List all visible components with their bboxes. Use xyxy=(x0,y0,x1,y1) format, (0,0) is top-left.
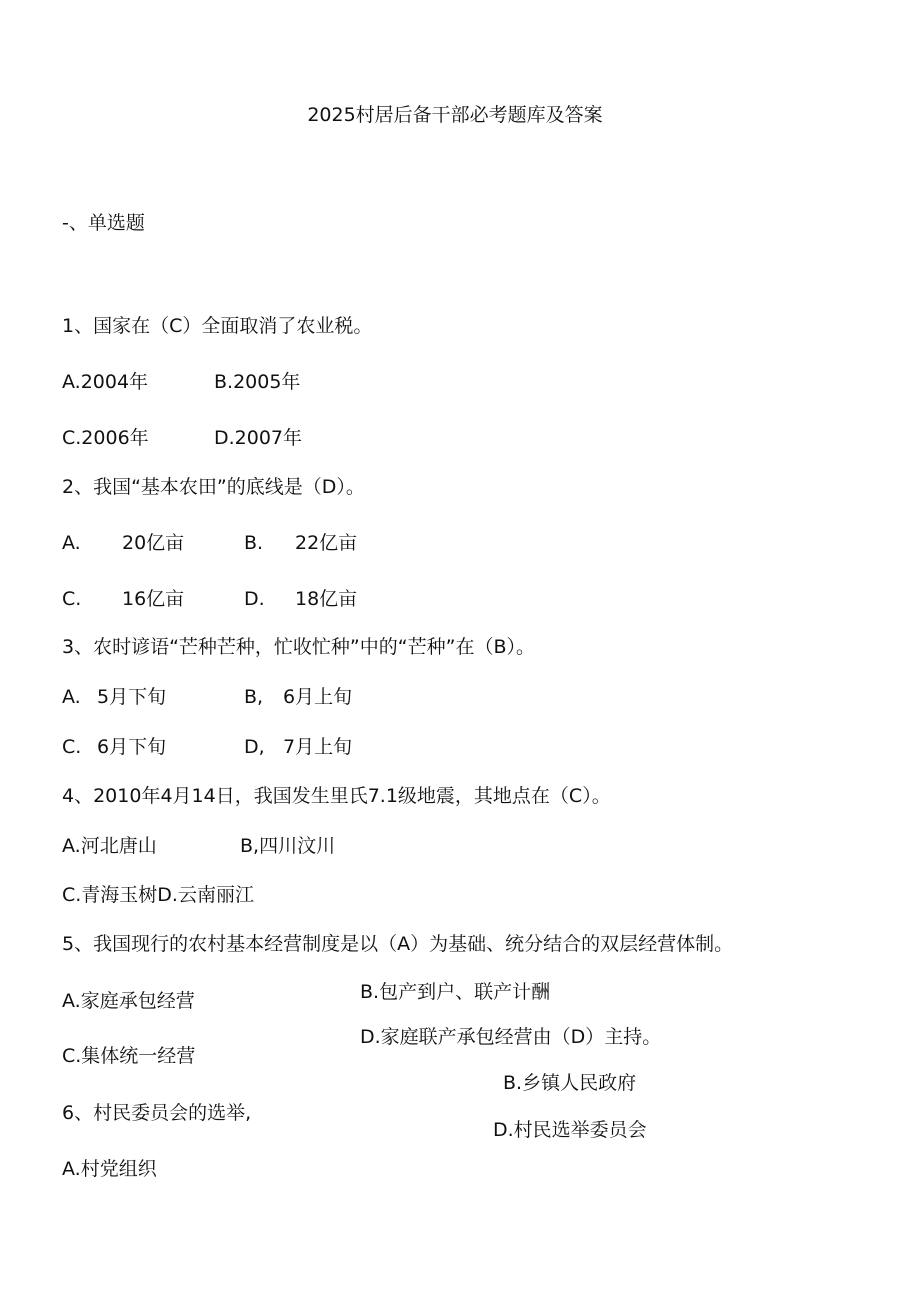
question-3-stem: 3、农时谚语“芒种芒种，忙收忙种”中的“芒种”在（B）。 xyxy=(62,636,535,658)
question-2-option-d-letter: D. xyxy=(244,588,265,610)
question-3-option-b-value: 6月上旬 xyxy=(283,686,353,708)
question-4-stem: 4、2010年4月14日，我国发生里氏7.1级地震，其地点在（C）。 xyxy=(62,785,611,807)
question-6-option-a: A.村党组织 xyxy=(62,1158,157,1180)
question-3-option-d-letter: D, xyxy=(244,736,265,758)
question-6-stem: 6、村民委员会的选举, xyxy=(62,1102,252,1124)
question-5-option-a: A.家庭承包经营 xyxy=(62,990,195,1012)
question-2-option-a-value: 20亿亩 xyxy=(122,532,185,554)
question-2-option-b-value: 22亿亩 xyxy=(295,532,358,554)
question-4-option-c-d: C.青海玉树D.云南丽江 xyxy=(62,884,254,906)
question-3-option-c-letter: C. xyxy=(62,736,82,758)
question-6-option-b: B.乡镇人民政府 xyxy=(503,1072,637,1094)
question-1-option-d: D.2007年 xyxy=(214,427,303,449)
question-1-option-a: A.2004年 xyxy=(62,371,149,393)
question-2-option-c-letter: C. xyxy=(62,588,82,610)
question-3-option-a-value: 5月下旬 xyxy=(97,686,167,708)
question-3-option-a-letter: A. xyxy=(62,686,81,708)
question-2-option-c-value: 16亿亩 xyxy=(122,588,185,610)
question-5-option-d: D.家庭联产承包经营由（D）主持。 xyxy=(360,1026,662,1048)
question-2-option-b-letter: B. xyxy=(244,532,264,554)
question-1-option-b: B.2005年 xyxy=(214,371,301,393)
question-3-option-d-value: 7月上旬 xyxy=(283,736,353,758)
question-5-option-c: C.集体统一经营 xyxy=(62,1045,196,1067)
question-2-option-a-letter: A. xyxy=(62,532,81,554)
question-5-stem: 5、我国现行的农村基本经营制度是以（A）为基础、统分结合的双层经营体制。 xyxy=(62,933,734,955)
question-1-option-c: C.2006年 xyxy=(62,427,149,449)
section-heading: -、单选题 xyxy=(62,212,145,234)
question-5-option-b: B.包产到户、联产计酬 xyxy=(360,981,551,1003)
question-4-option-b: B,四川汶川 xyxy=(240,835,336,857)
question-2-stem: 2、我国“基本农田”的底线是（D）。 xyxy=(62,476,365,498)
document-title: 2025村居后备干部必考题库及答案 xyxy=(307,104,603,126)
question-1-stem: 1、国家在（C）全面取消了农业税。 xyxy=(62,315,373,337)
question-3-option-c-value: 6月下旬 xyxy=(97,736,167,758)
question-3-option-b-letter: B, xyxy=(244,686,264,708)
question-6-option-d: D.村民选举委员会 xyxy=(493,1119,647,1141)
question-2-option-d-value: 18亿亩 xyxy=(295,588,358,610)
question-4-option-a: A.河北唐山 xyxy=(62,835,157,857)
